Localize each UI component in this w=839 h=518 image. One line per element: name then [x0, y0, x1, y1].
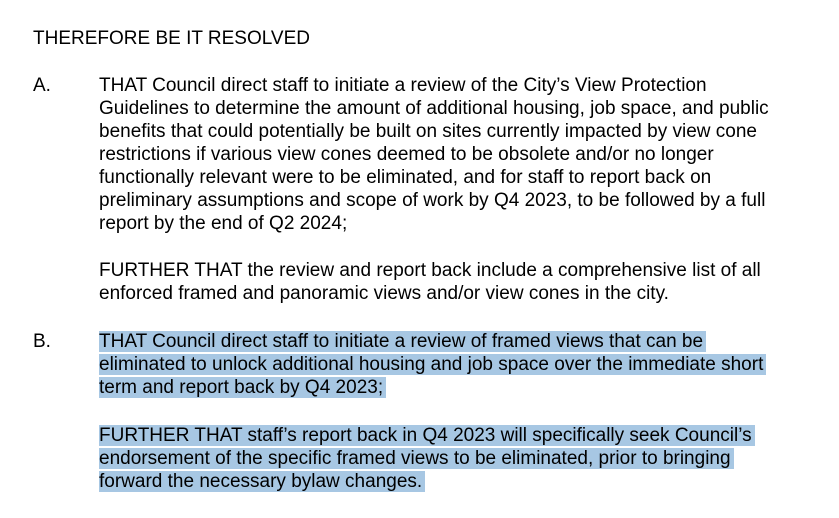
text-line: THAT Council direct staff to initiate a review of the City’s View Protection — [99, 75, 707, 96]
text-line: report by the end of Q2 2024; — [99, 213, 348, 234]
text-line: restrictions if various view cones deemed to be obsolete and/or no longer — [99, 144, 714, 165]
text-line: FURTHER THAT the review and report back include a comprehensive list of all — [99, 260, 761, 281]
text-line — [99, 376, 829, 399]
text-line: benefits that could potentially be built on sites currently impacted by view cone — [99, 121, 757, 142]
highlighted-text: forward the necessary bylaw changes. — [99, 471, 425, 492]
text-line — [99, 424, 829, 447]
text-line — [99, 353, 829, 376]
section-b-letter: B. — [33, 331, 51, 352]
highlighted-text: term and report back by Q4 2023; — [99, 377, 386, 398]
text-line: preliminary assumptions and scope of work by Q4 2023, to be followed by a full — [99, 190, 766, 211]
section-b-paragraph-2 — [99, 424, 829, 493]
text-line: enforced framed and panoramic views and/or view cones in the city. — [99, 283, 669, 304]
section-b-paragraph-1 — [99, 330, 829, 399]
section-a-paragraph-2 — [99, 259, 829, 305]
text-line — [99, 447, 829, 470]
text-line — [99, 330, 829, 353]
highlighted-text: FURTHER THAT staff’s report back in Q4 2023 will specifically seek Council’s — [99, 425, 755, 446]
text-line: Guidelines to determine the amount of additional housing, job space, and public — [99, 98, 769, 119]
highlighted-text: eliminated to unlock additional housing and job space over the immediate short — [99, 354, 766, 375]
resolution-heading: THEREFORE BE IT RESOLVED — [33, 28, 310, 49]
text-line: functionally relevant were to be eliminated, and for staff to report back on — [99, 167, 712, 188]
highlighted-text: endorsement of the specific framed views to be eliminated, prior to bringing — [99, 448, 734, 469]
highlighted-text: THAT Council direct staff to initiate a review of framed views that can be — [99, 331, 706, 352]
section-a-letter: A. — [33, 75, 51, 96]
text-line — [99, 470, 829, 493]
section-a-paragraph-1 — [99, 74, 829, 235]
